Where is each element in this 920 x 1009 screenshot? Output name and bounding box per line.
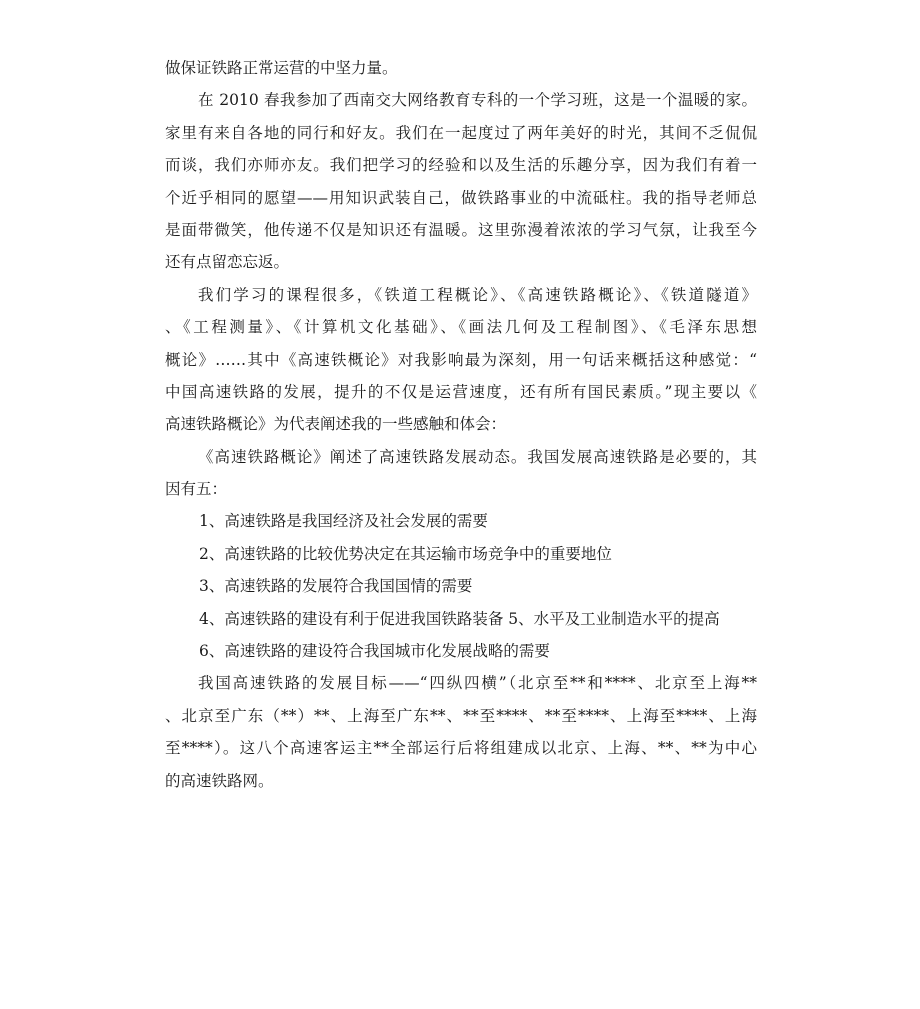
- text-line: 还有点留恋忘返。: [165, 253, 290, 272]
- text-line: 而谈，我们亦师亦友。我们把学习的经验和以及生活的乐趣分享，因为我们有着一: [165, 156, 757, 175]
- paragraph-network-line: 我国高速铁路的发展目标——“四纵四横”（北京至**和****、北京至上海**: [198, 674, 757, 693]
- text-line: 做保证铁路正常运营的中坚力量。: [165, 59, 398, 77]
- paragraph-study-class-line: 在 2010 春我参加了西南交大网络教育专科的一个学习班，这是一个温暖的家。: [198, 91, 757, 110]
- list-item: 3、高速铁路的发展符合我国国情的需要: [199, 577, 473, 596]
- text-line: 、北京至广东（**）**、上海至广东**、**至****、**至****、上海至****、上海: [165, 706, 757, 725]
- list-item: 2、高速铁路的比较优势决定在其运输市场竞争中的重要地位: [199, 544, 612, 563]
- text-line: 个近乎相同的愿望——用知识武装自己，做铁路事业的中流砥柱。我的指导老师总: [165, 188, 757, 207]
- text-line: 至****）。这八个高速客运主**全部运行后将组建成以北京、上海、**、**为中心: [165, 739, 757, 758]
- text-line: 家里有来自各地的同行和好友。我们在一起度过了两年美好的时光，其间不乏侃侃: [165, 123, 757, 142]
- text-line: 的高速铁路网。: [165, 771, 274, 790]
- text-line: 中国高速铁路的发展，提升的不仅是运营速度，还有所有国民素质。”现主要以《: [165, 382, 757, 401]
- text-line: 高速铁路概论》为代表阐述我的一些感触和体会：: [165, 415, 507, 434]
- text-line: 因有五：: [165, 480, 228, 499]
- list-item: 6、高速铁路的建设符合我国城市化发展战略的需要: [199, 642, 550, 661]
- list-item: 1、高速铁路是我国经济及社会发展的需要: [199, 512, 488, 531]
- text-line: 是面带微笑，他传递不仅是知识还有温暖。这里弥漫着浓浓的学习气氛，让我至今: [165, 220, 757, 239]
- text-line: 概论》……其中《高速铁概论》对我影响最为深刻，用一句话来概括这种感觉：“: [165, 350, 757, 369]
- paragraph-reasons-line: 《高速铁路概论》阐述了高速铁路发展动态。我国发展高速铁路是必要的，其: [198, 447, 757, 466]
- text-line: 、《工程测量》、《计算机文化基础》、《画法几何及工程制图》、《毛泽东思想: [165, 318, 757, 337]
- paragraph-courses-line: 我们学习的课程很多，《铁道工程概论》、《高速铁路概论》、《铁道隧道》: [198, 285, 757, 304]
- list-item: 4、高速铁路的建设有利于促进我国铁路装备 5、水平及工业制造水平的提高: [199, 609, 720, 628]
- document-page: [165, 52, 757, 797]
